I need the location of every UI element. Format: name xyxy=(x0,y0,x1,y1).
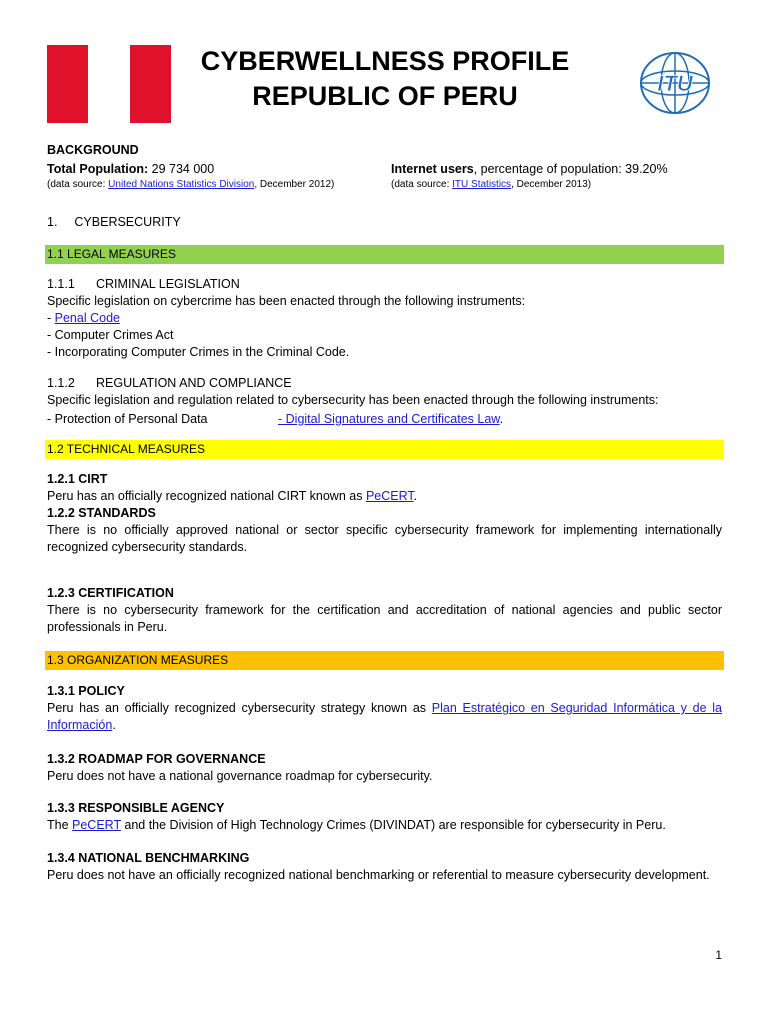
policy-heading: 1.3.1 POLICY xyxy=(47,684,125,698)
policy-text-body: Peru has an officially recognized cybersecurity strategy known as xyxy=(47,701,432,715)
digital-signatures-link[interactable]: - Digital Signatures and Certificates Law xyxy=(278,412,500,426)
population-line xyxy=(47,161,377,178)
itu-statistics-link[interactable]: ITU Statistics xyxy=(452,179,512,190)
population-value: 29 734 000 xyxy=(148,162,215,176)
policy-text xyxy=(47,700,722,734)
page-number: 1 xyxy=(715,948,722,962)
internet-source xyxy=(391,178,721,192)
page-title xyxy=(180,44,590,114)
criminal-legislation-heading xyxy=(47,276,722,293)
criminal-num: 1.1.1 xyxy=(47,277,75,291)
strategy-plan-link[interactable]: Plan Estratégico en Seguridad Informática y de la Información xyxy=(47,701,722,732)
population-block xyxy=(47,161,377,192)
benchmarking-section xyxy=(47,850,722,884)
title-line-1: CYBERWELLNESS PROFILE xyxy=(200,46,570,76)
certification-text: There is no cybersecurity framework for the certification and accreditation of national agencies and public sector professionals in Peru. xyxy=(47,603,722,634)
legal-measures-bar: 1.1 LEGAL MEASURES xyxy=(45,245,724,264)
list-item: - Computer Crimes Act xyxy=(47,328,174,342)
technical-measures-bar: 1.2 TECHNICAL MEASURES xyxy=(45,440,724,459)
list-item xyxy=(278,411,503,428)
roadmap-text: Peru does not have a national governance roadmap for cybersecurity. xyxy=(47,769,433,783)
penal-code-link[interactable]: Penal Code xyxy=(54,311,120,325)
section-1-number: 1. xyxy=(47,215,58,229)
dash: - xyxy=(47,311,55,325)
population-label: Total Population: xyxy=(47,162,149,176)
flag-stripe-middle xyxy=(88,45,129,123)
period: . xyxy=(499,412,504,426)
background-heading: BACKGROUND xyxy=(47,143,139,157)
internet-source-prefix: (data source: xyxy=(391,179,453,190)
agency-prefix: The xyxy=(47,818,73,832)
list-item xyxy=(47,310,722,327)
internet-value: , percentage of population: 39.20% xyxy=(473,162,668,176)
regulation-num: 1.1.2 xyxy=(47,376,75,390)
certification-section xyxy=(47,585,722,636)
cirt-section xyxy=(47,471,722,556)
organization-measures-bar: 1.3 ORGANIZATION MEASURES xyxy=(45,651,724,670)
criminal-intro: Specific legislation on cybercrime has been enacted through the following instruments: xyxy=(47,294,526,308)
pecert-agency-link[interactable]: PeCERT xyxy=(72,818,121,832)
roadmap-section xyxy=(47,751,722,785)
cirt-text-body: Peru has an officially recognized national CIRT known as xyxy=(47,489,366,503)
population-source-suffix: , December 2012) xyxy=(254,179,335,190)
period: . xyxy=(413,489,418,503)
flag-stripe-right xyxy=(130,45,171,123)
benchmarking-text: Peru does not have an officially recognized national benchmarking or referential to measure cybersecurity development. xyxy=(47,868,710,882)
regulation-heading xyxy=(47,375,722,392)
roadmap-heading: 1.3.2 ROADMAP FOR GOVERNANCE xyxy=(47,752,266,766)
cirt-heading: 1.2.1 CIRT xyxy=(47,472,108,486)
internet-block xyxy=(391,161,721,192)
list-item: - Protection of Personal Data xyxy=(47,412,208,426)
criminal-title: CRIMINAL LEGISLATION xyxy=(96,277,240,291)
itu-logo-icon xyxy=(623,45,715,117)
un-statistics-link[interactable]: United Nations Statistics Division xyxy=(108,179,255,190)
policy-section xyxy=(47,683,722,734)
internet-label: Internet users xyxy=(391,162,474,176)
internet-source-suffix: , December 2013) xyxy=(511,179,592,190)
agency-suffix: and the Division of High Technology Crimes (DIVINDAT) are responsible for cybersecurity in Peru. xyxy=(120,818,666,832)
standards-text: There is no officially approved national or sector specific cybersecurity framework for implementing internationally recognized cybersecurity standards. xyxy=(47,523,722,554)
population-source xyxy=(47,178,377,192)
regulation-title: REGULATION AND COMPLIANCE xyxy=(96,376,292,390)
regulation-items xyxy=(47,409,722,428)
standards-heading: 1.2.2 STANDARDS xyxy=(47,506,156,520)
agency-text xyxy=(47,817,722,834)
criminal-legislation-section xyxy=(47,276,722,361)
pecert-link[interactable]: PeCERT xyxy=(365,489,414,503)
logo-text: ITU xyxy=(657,71,693,96)
population-source-prefix: (data source: xyxy=(47,179,109,190)
list-item: - Incorporating Computer Crimes in the Criminal Code. xyxy=(47,345,350,359)
section-1-heading xyxy=(47,214,181,231)
title-line-2: REPUBLIC OF PERU xyxy=(252,81,518,111)
regulation-intro: Specific legislation and regulation related to cybersecurity has been enacted through the following instruments: xyxy=(47,393,659,407)
peru-flag xyxy=(47,45,171,123)
section-1-title: CYBERSECURITY xyxy=(74,215,181,229)
period: . xyxy=(112,718,116,732)
agency-section xyxy=(47,800,722,834)
internet-line xyxy=(391,161,721,178)
benchmarking-heading: 1.3.4 NATIONAL BENCHMARKING xyxy=(47,851,250,865)
cirt-text xyxy=(47,488,722,505)
regulation-section xyxy=(47,375,722,428)
certification-heading: 1.2.3 CERTIFICATION xyxy=(47,586,174,600)
flag-stripe-left xyxy=(47,45,88,123)
agency-heading: 1.3.3 RESPONSIBLE AGENCY xyxy=(47,801,225,815)
